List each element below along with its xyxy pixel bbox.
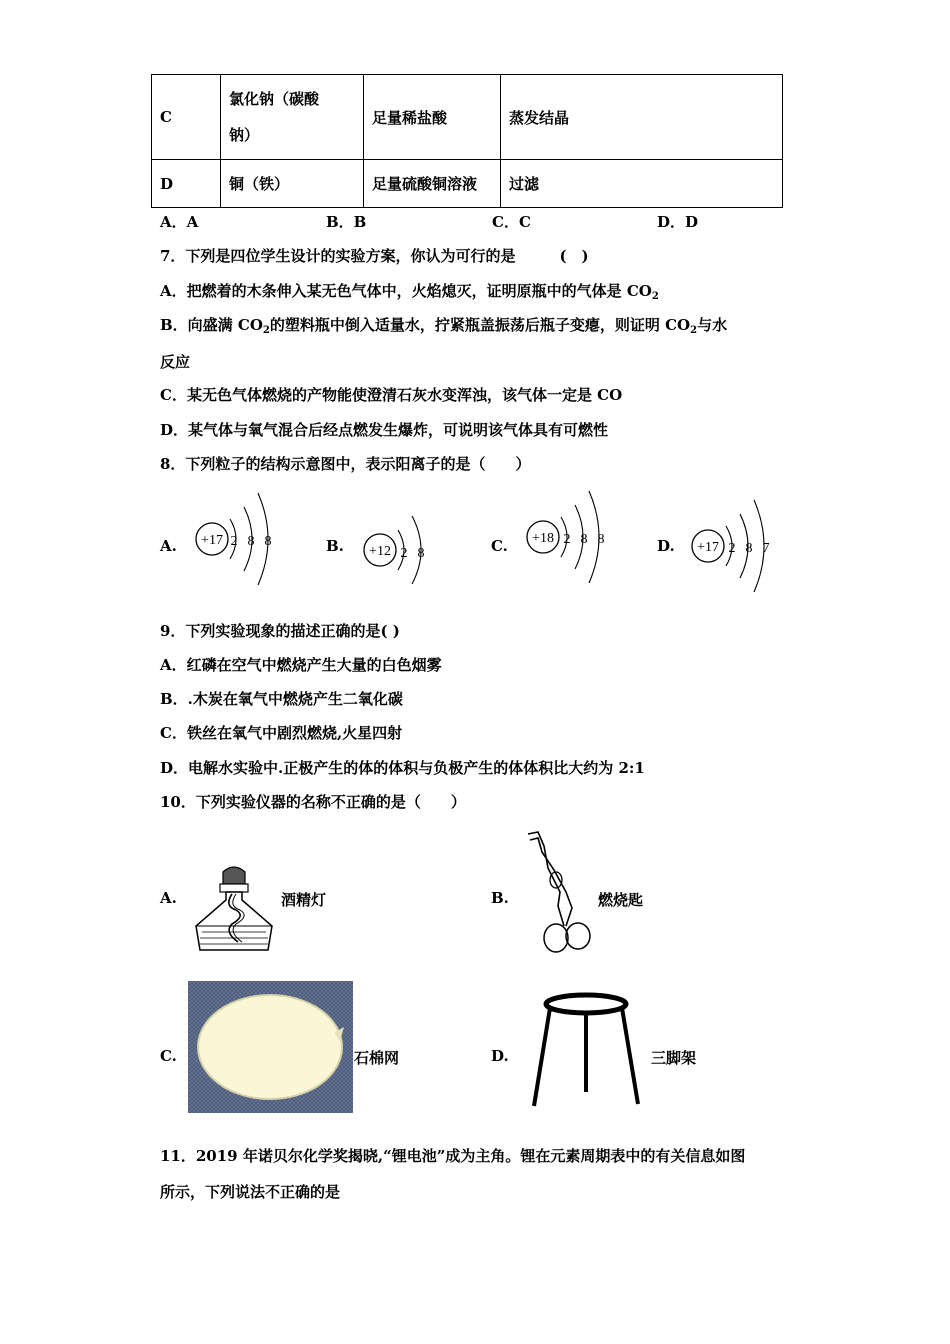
q8-label-c: C.: [491, 537, 508, 555]
shell-electrons: 8: [597, 532, 605, 547]
q11-line2: 所示，下列说法不正确的是: [160, 1183, 341, 1201]
q7-stem-text: 7．下列是四位学生设计的实验方案，你认为可行的是: [160, 247, 516, 265]
q10-label-c: C.: [160, 1047, 177, 1065]
substance-line2: 钠）: [229, 126, 260, 144]
q7-option-b: [160, 314, 727, 336]
q10-stem: 10．下列实验仪器的名称不正确的是（ ）: [160, 793, 466, 811]
nucleus-charge: +17: [697, 540, 719, 555]
q10-name-c: 石棉网: [354, 1049, 400, 1067]
q8-label-b: B.: [326, 537, 344, 555]
row-method: 蒸发结晶: [501, 75, 783, 160]
q9-option-b: B．.木炭在氧气中燃烧产生二氧化碳: [160, 690, 403, 708]
row-method: 过滤: [501, 160, 783, 208]
q7-option-b-line2: 反应: [160, 353, 191, 371]
tripod-icon: [530, 992, 648, 1112]
q7-option-a-text: A．把燃着的木条伸入某无色气体中，火焰熄灭，证明原瓶中的气体是 CO: [160, 282, 652, 300]
table-row: [152, 160, 783, 208]
q10-label-d: D.: [491, 1047, 509, 1065]
q7-option-c: C．某无色气体燃烧的产物能使澄清石灰水变浑浊，该气体一定是 CO: [160, 386, 623, 404]
q7-option-b-part1: B．向盛满 CO: [160, 316, 263, 334]
asbestos-gauze-icon: [188, 981, 353, 1113]
shell-electrons: 2: [400, 546, 408, 561]
shell-electrons: 2: [230, 534, 238, 549]
shell-electrons: 7: [762, 541, 770, 556]
shell-electrons: 2: [563, 532, 571, 547]
shell-electrons: 2: [728, 541, 736, 556]
shell-electrons: 8: [264, 534, 272, 549]
q8-stem: 8．下列粒子的结构示意图中，表示阳离子的是（ ）: [160, 455, 531, 473]
row-substance: [221, 75, 364, 160]
nucleus-charge: +12: [369, 544, 391, 559]
q10-name-d: 三脚架: [651, 1049, 697, 1067]
q11-line1: 11．2019 年诺贝尔化学奖揭晓,“锂电池”成为主角。锂在元素周期表中的有关信息如图: [160, 1147, 746, 1165]
q9-option-d: D．电解水实验中.正极产生的体的体积与负极产生的体体积比大约为 2:1: [160, 759, 645, 777]
q7-option-a: [160, 280, 659, 302]
q9-option-a: A．红磷在空气中燃烧产生大量的白色烟雾: [160, 656, 442, 674]
crucible-tongs-icon: [518, 830, 598, 956]
q6-option-d: D．D: [657, 213, 699, 231]
row-substance: 铜（铁）: [221, 160, 364, 208]
shell-electrons: 8: [745, 541, 753, 556]
q10-name-a: 酒精灯: [281, 891, 327, 909]
q7-stem: [160, 245, 589, 266]
table-row: [152, 75, 783, 160]
q10-label-b: B.: [491, 889, 509, 907]
q8-label-d: D.: [657, 537, 675, 555]
atom-diagram-c: [521, 485, 611, 593]
row-letter: C: [152, 75, 221, 160]
subscript: 2: [651, 291, 659, 302]
shell-electrons: 8: [247, 534, 255, 549]
nucleus-charge: +17: [201, 533, 223, 548]
q9-option-c: C．铁丝在氧气中剧烈燃烧,火星四射: [160, 724, 403, 742]
nucleus-charge: +18: [532, 531, 554, 546]
subscript: 2: [690, 325, 698, 336]
shell-electrons: 8: [580, 532, 588, 547]
q9-stem: 9．下列实验现象的描述正确的是( ): [160, 622, 400, 640]
q10-name-b: 燃烧匙: [598, 891, 644, 909]
row-reagent: 足量硫酸铜溶液: [364, 160, 501, 208]
q7-option-d: D．某气体与氧气混合后经点燃发生爆炸，可说明该气体具有可燃性: [160, 421, 609, 439]
shell-electrons: 8: [417, 546, 425, 561]
q6-option-c: C．C: [492, 213, 531, 231]
row-reagent: 足量稀盐酸: [364, 75, 501, 160]
q7-paren: ( ): [559, 247, 589, 265]
q7-option-b-part2: 的塑料瓶中倒入适量水，拧紧瓶盖振荡后瓶子变瘪，则证明 CO: [269, 316, 691, 334]
subscript: 2: [262, 325, 270, 336]
q6-option-b: B．B: [326, 213, 367, 231]
q10-label-a: A.: [160, 889, 177, 907]
atom-diagram-a: [190, 485, 280, 593]
atom-diagram-b: [358, 500, 438, 596]
q8-label-a: A.: [160, 537, 177, 555]
substance-line1: 氯化钠（碳酸: [229, 90, 320, 108]
atom-diagram-d: [686, 490, 776, 598]
q6-option-a: A．A: [160, 213, 199, 231]
alcohol-lamp-icon: [188, 862, 278, 958]
options-table: [151, 74, 783, 208]
row-letter: D: [152, 160, 221, 208]
q7-option-b-part3: 与水: [697, 316, 728, 334]
